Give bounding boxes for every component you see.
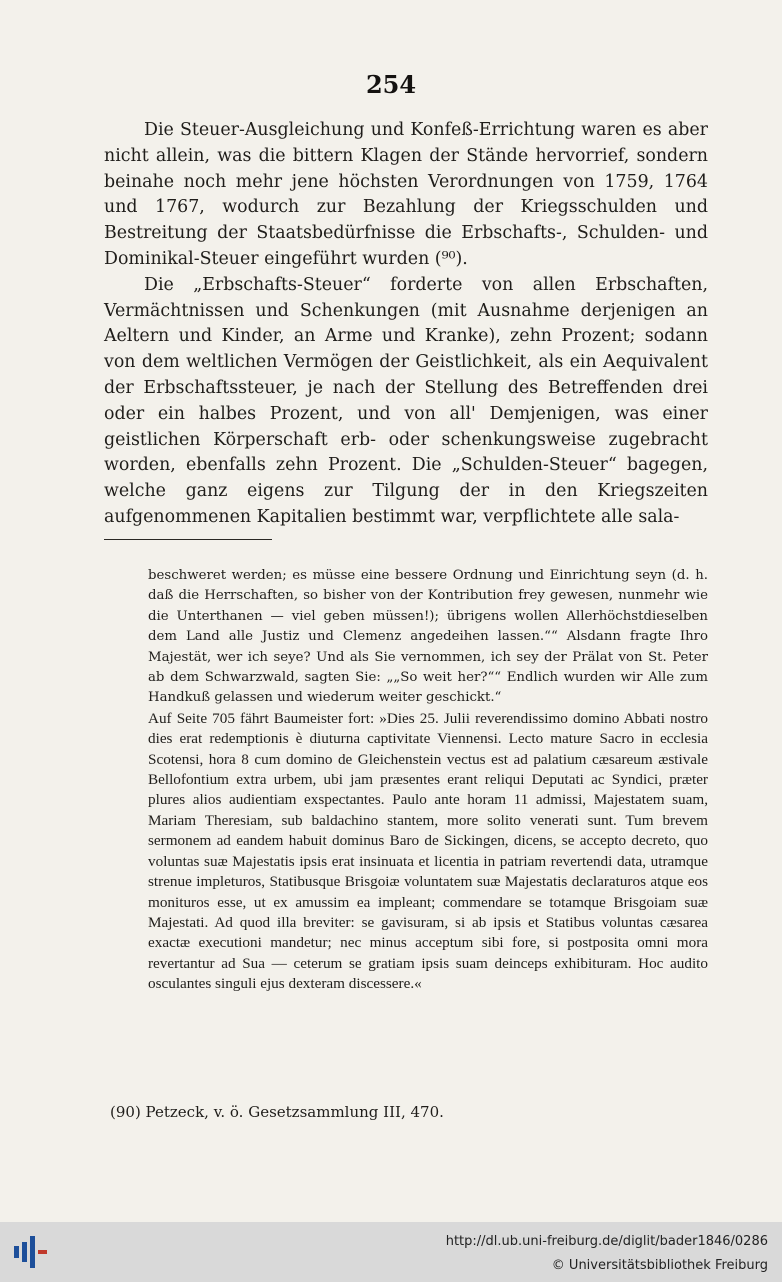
permalink-url[interactable]: http://dl.ub.uni-freiburg.de/diglit/bader1846/0286 xyxy=(445,1234,768,1249)
main-text xyxy=(104,118,708,531)
footnote-90: (90) Petzeck, v. ö. Gesetzsammlung III, 470. xyxy=(110,1103,444,1121)
footnote-german: beschweret werden; es müsse eine bessere Ordnung und Einrichtung seyn (d. h. daß die Herrschaften, so bisher von der Kontribution frey gewesen, nunmehr wie die Unterthanen — viel geben müssen!); übrigens wollen Allerhöchstdieselben dem Land alle Justiz und Clemenz angedeihen lassen.““ Alsdann fragte Ihro Majestät, wer ich seye? Und als Sie vernommen, ich sey der Prälat von St. Peter ab dem Schwarzwald, sagten Sie: „„So weit her?““ Endlich wurden wir Alle zum Handkuß gelassen und wiederum weiter geschickt.“ xyxy=(148,568,708,706)
page-number: 254 xyxy=(365,70,417,99)
footnote-divider xyxy=(104,539,272,540)
footnote-latin: Auf Seite 705 fährt Baumeister fort: »Dies 25. Julii reverendissimo domino Abbati nostro dies erat redemptionis è diuturna captivitate Viennensi. Lecto mature Sacro in ecclesia Scotensi, hora 8 cum domino de Gleichenstein vectus est ad palatium cæsareum æstivale Bellofontium extra urbem, ubi jam præsentes erant reliqui Deputati ac Syndici, præter plures alios audientiam exspectantes. Paulo ante horam 11 admissi, Majestatem suam, Mariam Theresiam, sub baldachino stantem, more solito venerati sunt. Tum brevem sermonem ad eandem habuit dominus Baro de Sickingen, dicens, se accepto decreto, quo voluntas suæ Majestatis ipsis erat insinuata et licentia in patriam revertendi data, utramque strenue impleturos, Statibusque Brisgoiæ voluntatem suæ Majestatis declaraturos atque eos monituros esse, ut ex amussim ea impleant; commendare se totamque Brisgoiam suæ Majestati. Ad quod illa breviter: se gavisuram, si ab ipsis et Statibus voluntas cæsarea exactæ executioni mandetur; nec minus acceptum sibi fore, si postposita omni mora revertantur ad Sua — ceterum se gratiam ipsis suam deinceps exhibituram. Hoc audito osculantes singuli ejus dexteram discessere.« xyxy=(148,709,708,993)
main-paragraph: Die Steuer-Ausgleichung und Konfeß-Errichtung waren es aber nicht allein, was die bittern Klagen der Stände hervorrief, sondern beinahe noch mehr jene höchsten Verordnungen von 1759, 1764 und 1767, wodurch zur Bezahlung der Kriegsschulden und Bestreitung der Staatsbedürfnisse die Erbschafts-, Schulden- und Dominikal-Steuer eingeführt wurden (⁹⁰). xyxy=(104,120,708,269)
footnote-block xyxy=(148,566,708,995)
main-paragraph: Die „Erbschafts-Steuer“ forderte von allen Erbschaften, Vermächtnissen und Schenkungen (mit Ausnahme derjenigen an Aeltern und Kinder, an Arme und Kranke), zehn Prozent; sodann von dem weltlichen Vermögen der Geistlichkeit, als ein Aequivalent der Erbschaftssteuer, je nach der Stellung des Betreffenden drei oder ein halbes Prozent, und von all' Demjenigen, was einer geistlichen Körperschaft erb- oder schenkungsweise zugebracht worden, ebenfalls zehn Prozent. Die „Schulden-Steuer“ bagegen, welche ganz eigens zur Tilgung der in den Kriegszeiten aufgenommenen Kapitalien bestimmt war, verpflichtete alle sala- xyxy=(104,274,708,527)
footer-bar xyxy=(0,1222,782,1282)
ub-freiburg-logo-icon[interactable] xyxy=(12,1232,52,1272)
copyright-text: © Universitätsbibliothek Freiburg xyxy=(551,1258,768,1273)
